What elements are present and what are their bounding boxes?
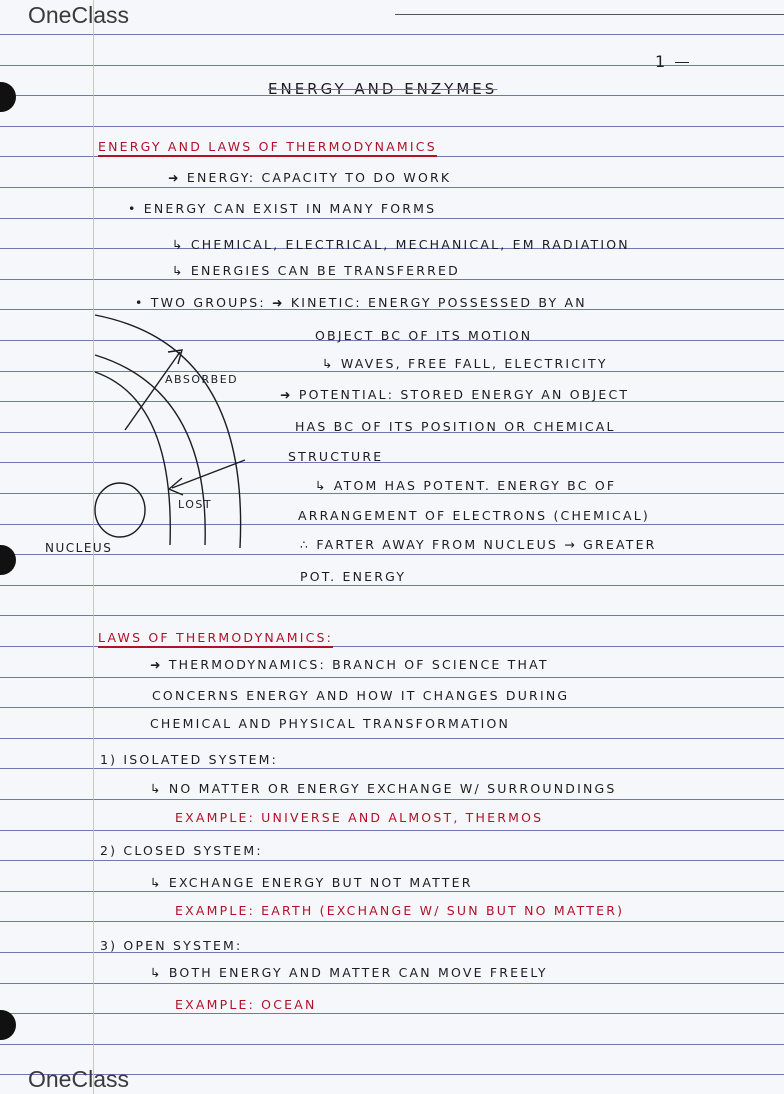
nucleus-circle [95,483,145,537]
section-heading: LAWS OF THERMODYNAMICS: [98,630,333,648]
oneclass-logo: OneClass [28,1066,129,1092]
note-line: • TWO GROUPS: ➜ KINETIC: ENERGY POSSESSED BY AN [135,295,587,310]
note-line: 2) CLOSED SYSTEM: [100,843,263,858]
page-title: ENERGY AND ENZYMES [268,80,498,98]
shell-arc-inner [95,372,170,545]
note-line: CONCERNS ENERGY AND HOW IT CHANGES DURING [152,688,570,703]
note-line: 1) ISOLATED SYSTEM: [100,752,279,767]
section-heading: ENERGY AND LAWS OF THERMODYNAMICS [98,139,437,157]
note-line: ARRANGEMENT OF ELECTRONS (CHEMICAL) [298,508,650,523]
note-line: HAS BC OF ITS POSITION OR CHEMICAL [295,419,616,434]
page-number: 1 [655,52,666,71]
example-line: EXAMPLE: OCEAN [175,997,317,1012]
note-line: ↳ NO MATTER OR ENERGY EXCHANGE W/ SURROUNDINGS [150,781,617,796]
note-line: ↳ EXCHANGE ENERGY BUT NOT MATTER [150,875,473,890]
lost-arrow [172,460,245,488]
shell-arc-outer [95,315,241,548]
note-line: ➜ THERMODYNAMICS: BRANCH OF SCIENCE THAT [150,657,549,672]
absorbed-arrow [125,352,180,430]
note-line: ↳ WAVES, FREE FALL, ELECTRICITY [322,356,608,371]
note-line: ↳ BOTH ENERGY AND MATTER CAN MOVE FREELY [150,965,548,980]
note-line: ↳ ATOM HAS POTENT. ENERGY BC OF [315,478,617,493]
note-line: ➜ POTENTIAL: STORED ENERGY AN OBJECT [280,387,630,402]
lost-label: LOST [178,498,213,511]
nucleus-label: NUCLEUS [45,541,113,555]
note-line: ∴ FARTER AWAY FROM NUCLEUS → GREATER [300,537,657,552]
oneclass-logo: OneClass [28,2,129,28]
example-line: EXAMPLE: UNIVERSE AND ALMOST, THERMOS [175,810,544,825]
example-line: EXAMPLE: EARTH (EXCHANGE W/ SUN BUT NO MATTER) [175,903,625,918]
note-line: OBJECT BC OF ITS MOTION [315,328,533,343]
absorbed-label: ABSORBED [165,373,239,386]
note-line: 3) OPEN SYSTEM: [100,938,243,953]
note-line: ↳ ENERGIES CAN BE TRANSFERRED [172,263,460,278]
note-line: ↳ CHEMICAL, ELECTRICAL, MECHANICAL, EM RADIATION [172,237,630,252]
note-line: • ENERGY CAN EXIST IN MANY FORMS [128,201,437,216]
note-line: STRUCTURE [288,449,384,464]
note-line: POT. ENERGY [300,569,407,584]
note-line: ➜ ENERGY: CAPACITY TO DO WORK [168,170,452,185]
note-line: CHEMICAL AND PHYSICAL TRANSFORMATION [150,716,511,731]
